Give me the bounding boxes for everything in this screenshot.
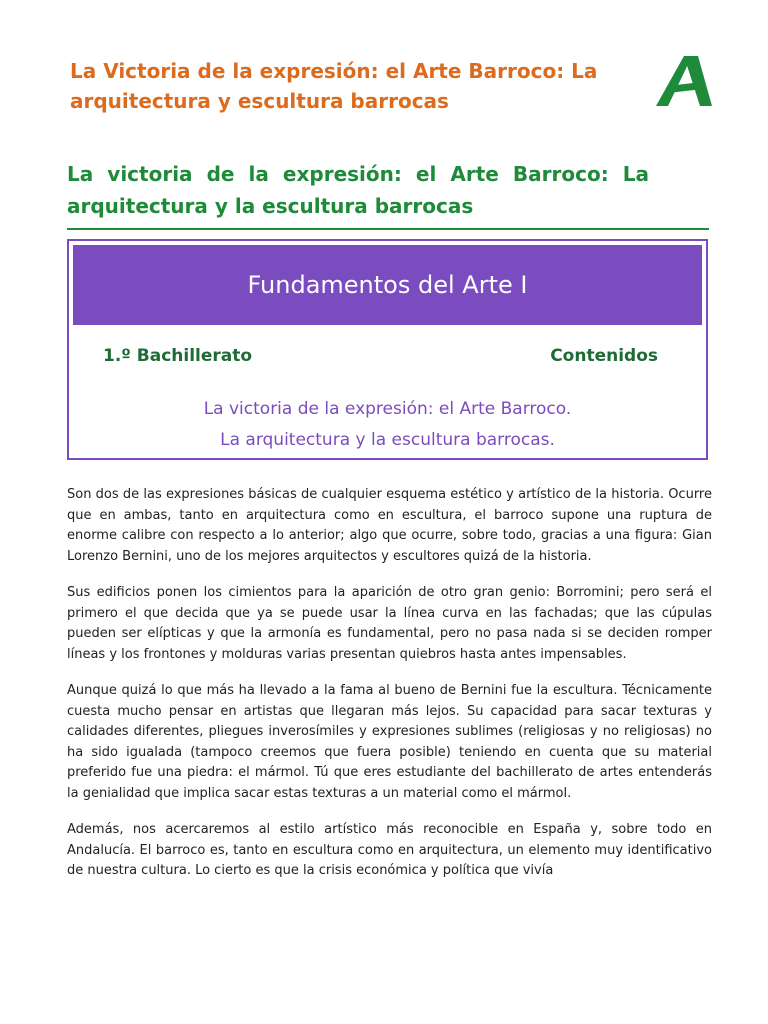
body-paragraph: Sus edificios ponen los cimientos para la aparición de otro gran genio: Borromini; pero será el primero el que decida que ya se puede usar la línea curva en las fachadas; que las cúpulas pueden ser elípticas y que la armonía es fundamental, pero no pasa nada si se deciden romper líneas y los frontones y molduras varias presentan quiebros hasta antes impensables. xyxy=(67,585,712,662)
course-info-box xyxy=(67,239,708,460)
section-title: La victoria de la expresión: el Arte Barroco: La arquitectura y la escultura barrocas xyxy=(67,162,649,218)
body-paragraph: Son dos de las expresiones básicas de cualquier esquema estético y artístico de la historia. Ocurre que en ambas, tanto en arquitectura como en escultura, el barroco supone una ruptura de enorme calibre con respecto a lo anterior; algo que ocurre, sobre todo, gracias a una figura: Gian Lorenzo Bernini, uno de los mejores arquitectos y escultores quizá de la historia. xyxy=(67,487,712,564)
content-type-label: Contenidos xyxy=(550,346,658,366)
page-header-title: La Victoria de la expresión: el Arte Barroco: La arquitectura y escultura barrocas xyxy=(70,59,598,113)
junta-andalucia-logo-icon xyxy=(656,56,712,106)
section-divider xyxy=(67,228,709,230)
course-topic-line: La victoria de la expresión: el Arte Barroco. xyxy=(203,399,572,419)
subject-banner: Fundamentos del Arte I xyxy=(73,245,702,325)
course-topic-line: La arquitectura y la escultura barrocas. xyxy=(220,430,555,450)
body-paragraph: Además, nos acercaremos al estilo artístico más reconocible en España y, sobre todo en Andalucía. El barroco es, tanto en escultura como en arquitectura, un elemento muy identificativo de nuestra cultura. Lo cierto es que la crisis económica y política que vivía xyxy=(67,822,712,878)
course-level: 1.º Bachillerato xyxy=(103,346,253,366)
body-text xyxy=(67,485,712,898)
body-paragraph: Aunque quizá lo que más ha llevado a la fama al bueno de Bernini fue la escultura. Técnicamente cuesta mucho pensar en artistas que llegaran más lejos. Su capacidad para sacar texturas y calidades diferentes, pliegues inverosímiles y expresiones sublimes (religiosas y no religiosas) no ha sido igualada (tampoco creemos que fuera posible) teniendo en cuenta que su material preferido fue una piedra: el mármol. Tú que eres estudiante del bachillerato de artes entenderás la genialidad que implica sacar estas texturas a un material como el mármol. xyxy=(67,683,712,801)
course-topic xyxy=(69,394,706,456)
